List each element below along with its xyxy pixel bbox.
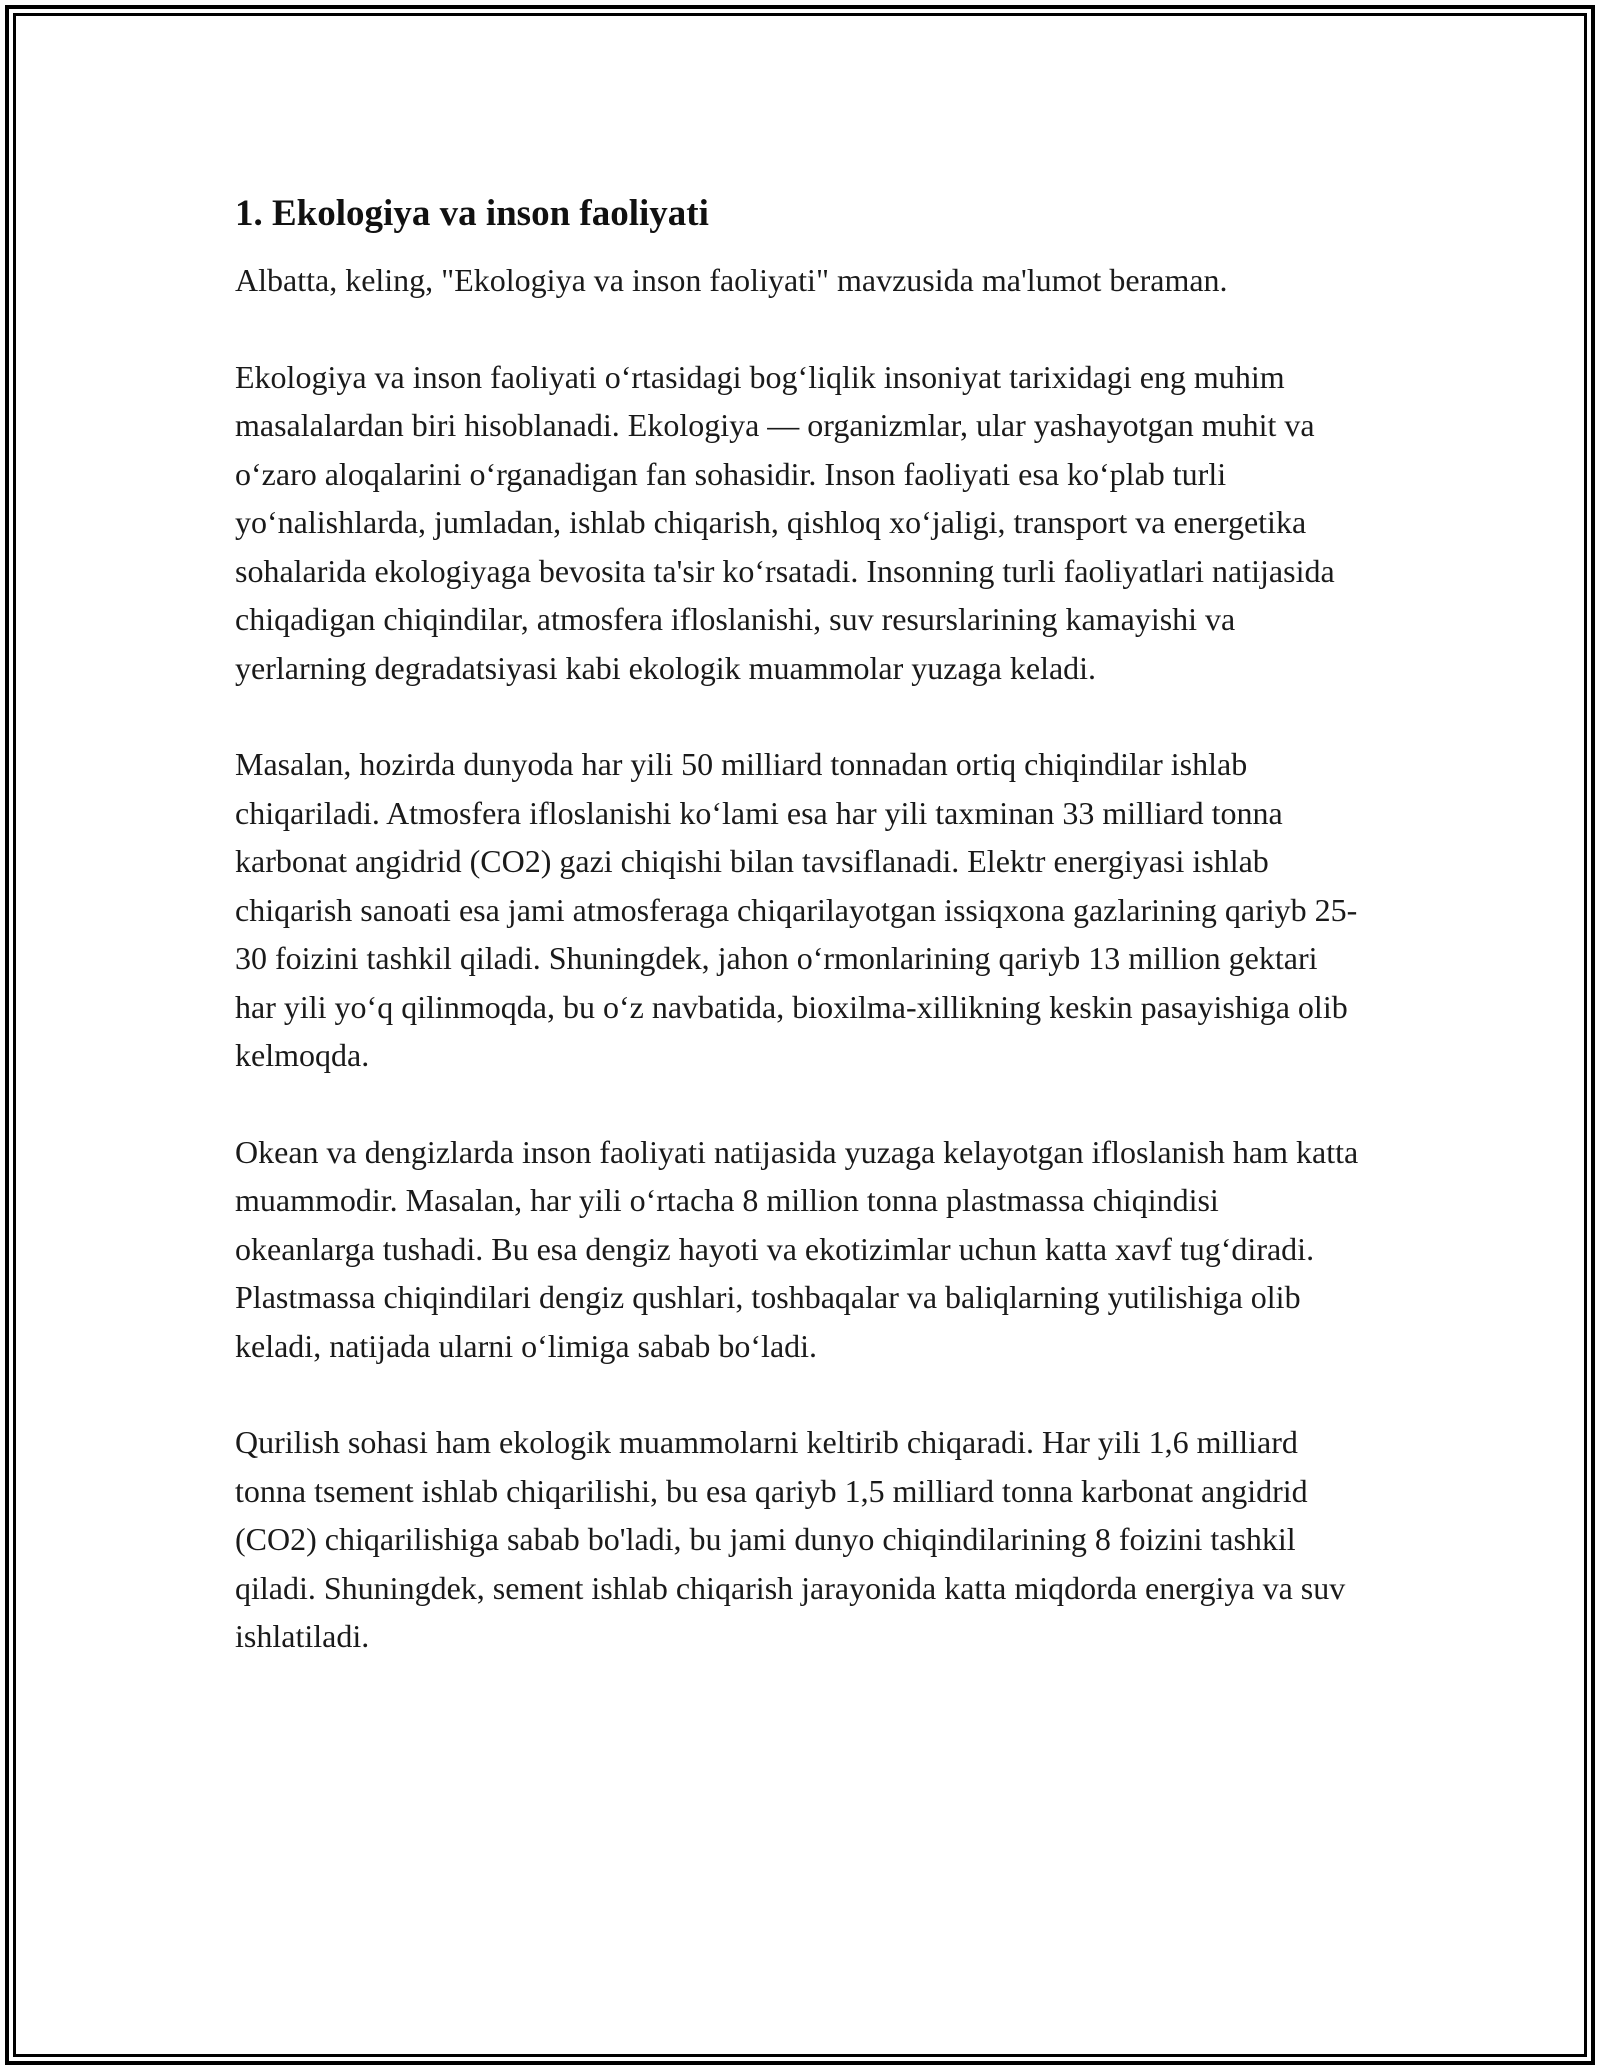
paragraph-ecology-definition: Ekologiya va inson faoliyati oʻrtasidagi bogʻliqlik insoniyat tarixidagi eng muhim masalalardan biri hisoblanadi. Ekologiya — organizmlar, ular yashayotgan muhit va oʻzaro aloqalarini oʻrganadigan fan sohasidir. Inson faoliyati esa koʻplab turli yoʻnalishlarda, jumladan, ishlab chiqarish, qishloq xoʻjaligi, transport va energetika sohalarida ekologiyaga bevosita ta'sir koʻrsatadi. Insonning turli faoliyatlari natijasida chiqadigan chiqindilar, atmosfera ifloslanishi, suv resurslarining kamayishi va yerlarning degradatsiyasi kabi ekologik muammolar yuzaga keladi. <box>235 358 1335 686</box>
paragraph-intro: Albatta, keling, "Ekologiya va inson faoliyati" mavzusida ma'lumot beraman. <box>235 262 1228 298</box>
document-body <box>235 186 1365 1709</box>
paragraph-ocean-pollution: Okean va dengizlarda inson faoliyati natijasida yuzaga kelayotgan ifloslanish ham katta muammodir. Masalan, har yili oʻrtacha 8 million tonna plastmassa chiqindisi okeanlarga tushadi. Bu esa dengiz hayoti va ekotizimlar uchun katta xavf tugʻdiradi. Plastmassa chiqindilari dengiz qushlari, toshbaqalar va baliqlarning yutilishiga olib keladi, natijada ularni oʻlimiga sabab boʻladi. <box>235 1133 1359 1364</box>
document-title: 1. Ekologiya va inson faoliyati <box>235 193 709 234</box>
paragraph-construction: Qurilish sohasi ham ekologik muammolarni keltirib chiqaradi. Har yili 1,6 milliard tonna tsement ishlab chiqarilishi, bu esa qariyb 1,5 milliard tonna karbonat angidrid (CO2) chiqarilishiga sabab bo'ladi, bu jami dunyo chiqindilarining 8 foizini tashkil qiladi. Shuningdek, sement ishlab chiqarish jarayonida katta miqdorda energiya va suv ishlatiladi. <box>235 1424 1346 1654</box>
paragraph-waste-statistics: Masalan, hozirda dunyoda har yili 50 milliard tonnadan ortiq chiqindilar ishlab chiqariladi. Atmosfera ifloslanishi koʻlami esa har yili taxminan 33 milliard tonna karbonat angidrid (CO2) gazi chiqishi bilan tavsiflanadi. Elektr energiyasi ishlab chiqarish sanoati esa jami atmosferaga chiqarilayotgan issiqxona gazlarining qariyb 25-30 foizini tashkil qiladi. Shuningdek, jahon oʻrmonlarining qariyb 13 million gektari har yili yoʻq qilinmoqda, bu oʻz navbatida, bioxilma-xillikning keskin pasayishiga olib kelmoqda. <box>235 746 1358 1073</box>
